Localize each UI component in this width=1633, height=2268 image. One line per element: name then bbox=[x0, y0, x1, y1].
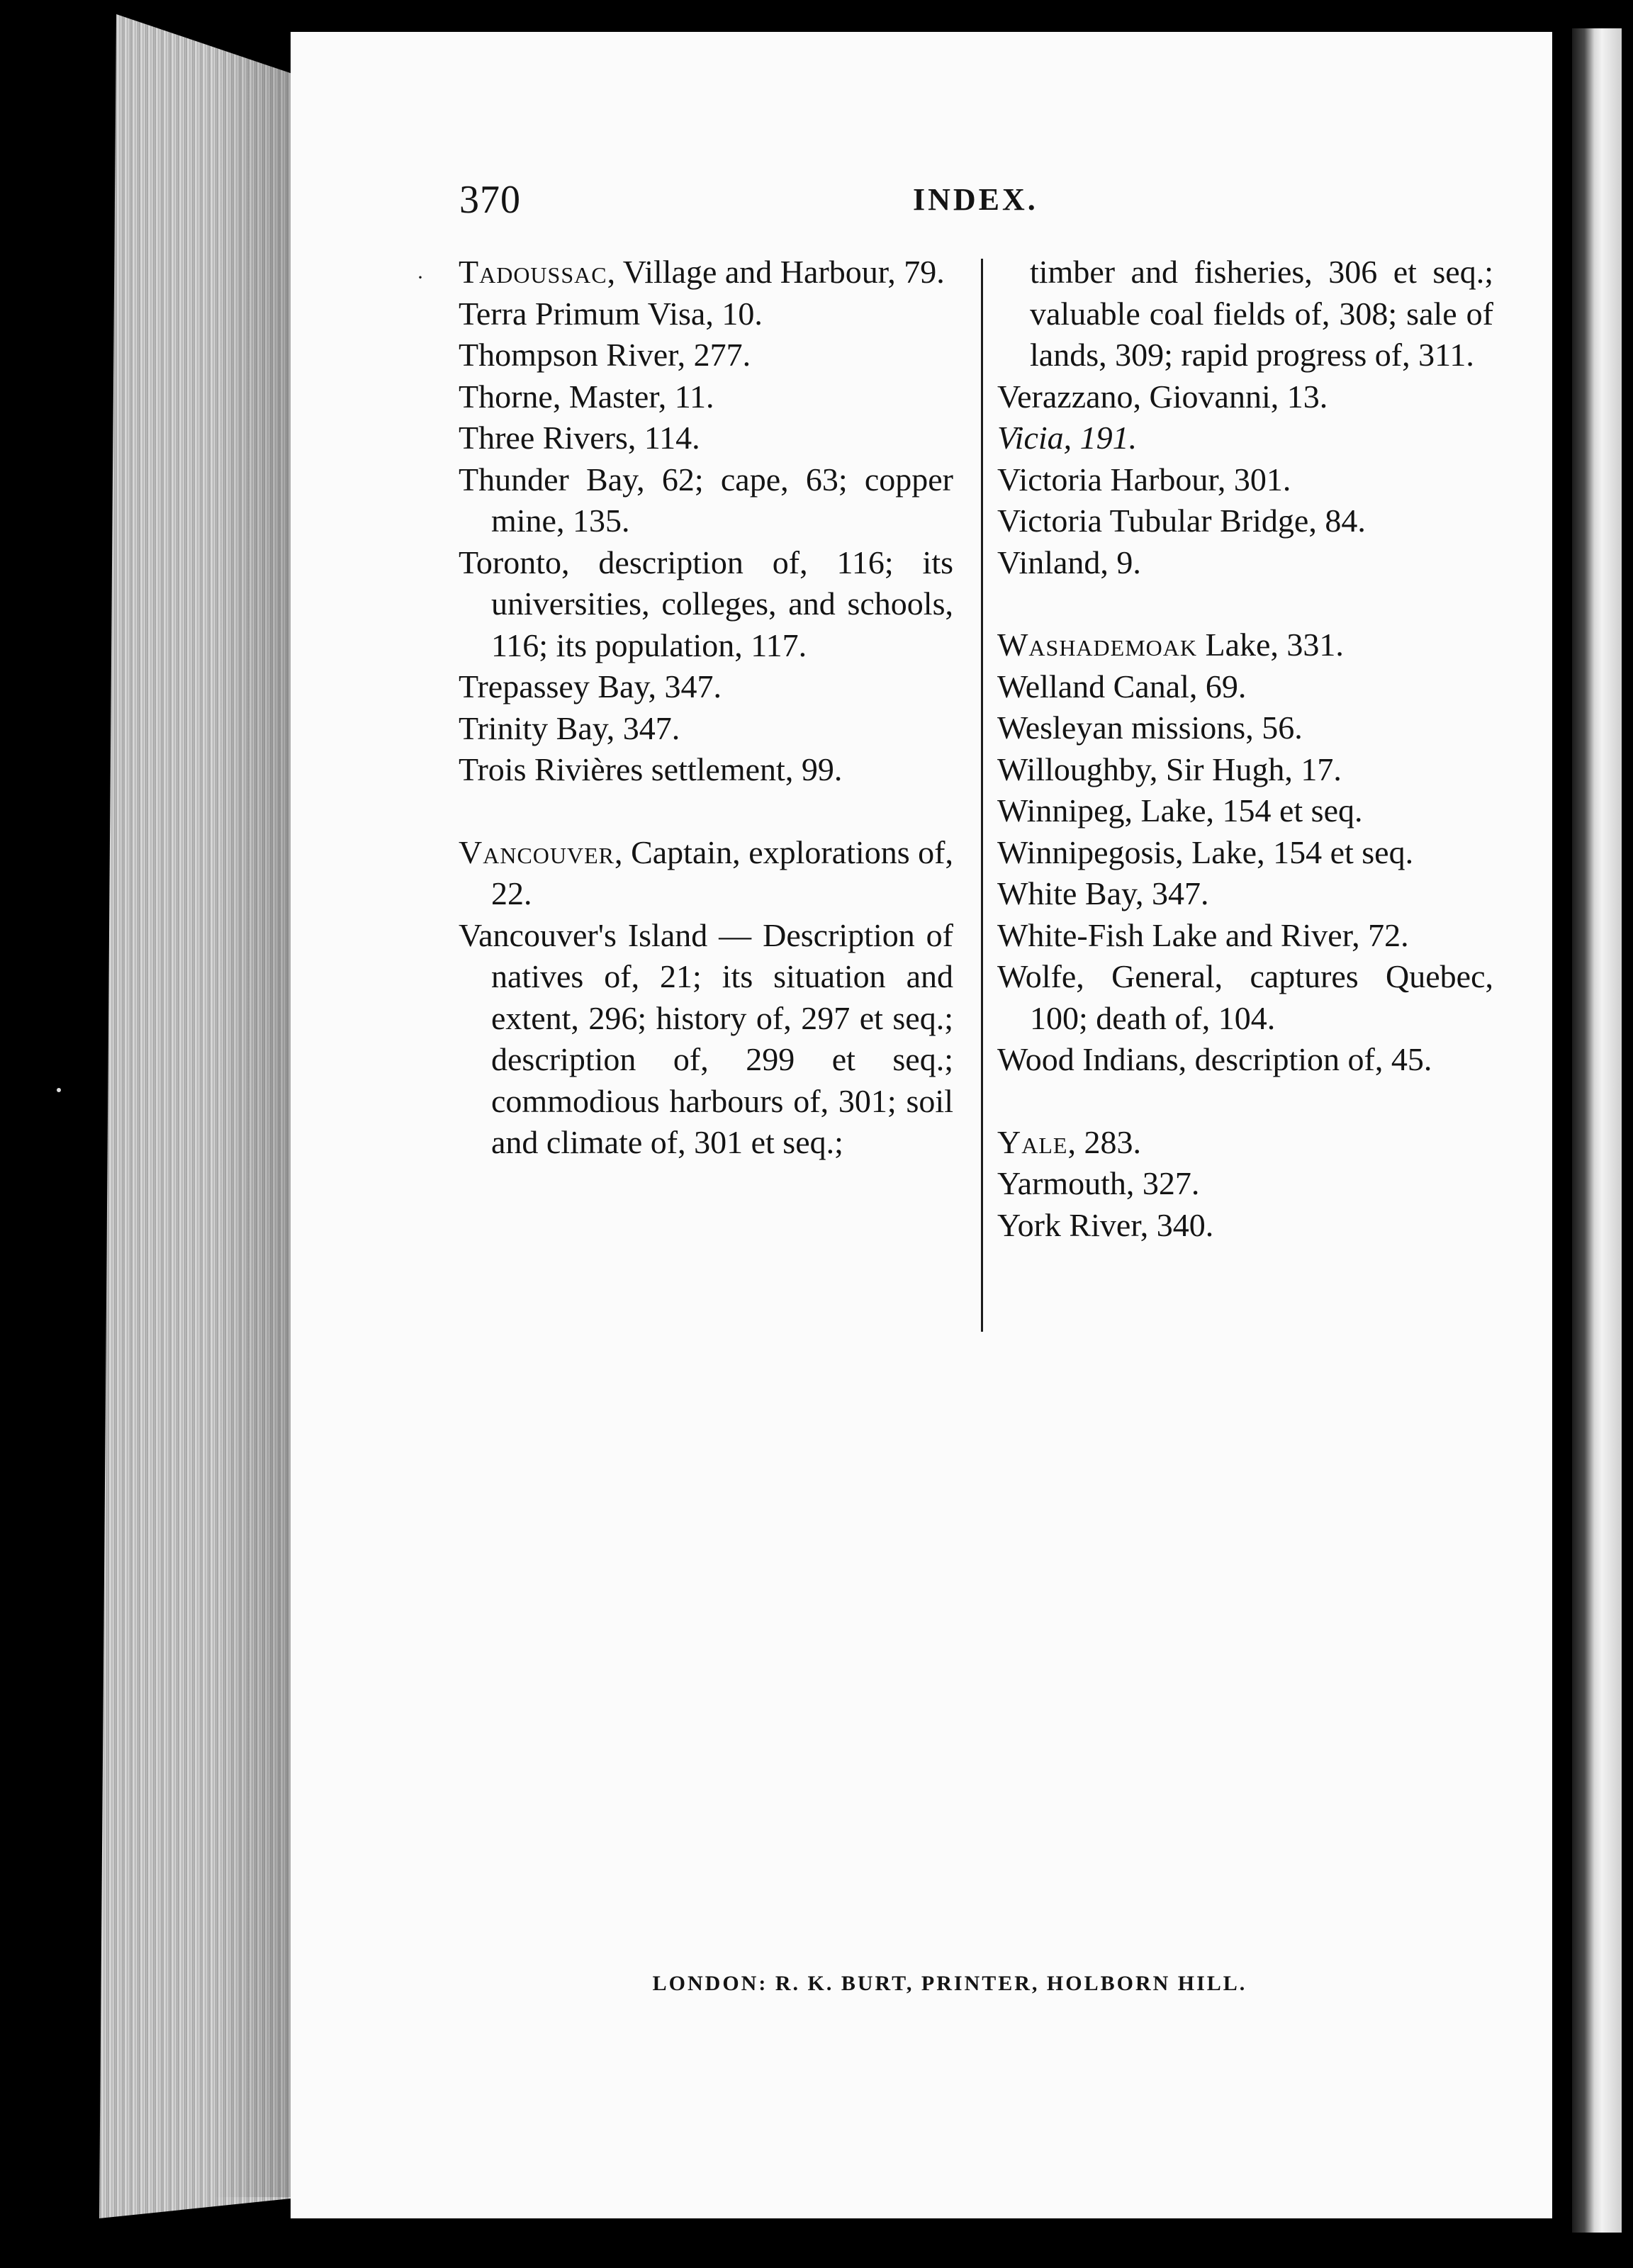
index-entry: Yale, 283. bbox=[997, 1123, 1141, 1160]
index-entry: Trepassey Bay, 347. bbox=[459, 668, 722, 704]
page-number: 370 bbox=[459, 178, 521, 222]
running-head bbox=[291, 177, 1552, 227]
facing-page-sliver bbox=[1572, 28, 1622, 2233]
index-entry: Welland Canal, 69. bbox=[997, 668, 1247, 704]
index-entry: Wood Indians, description of, 45. bbox=[997, 1041, 1432, 1077]
index-entry: Thunder Bay, 62; cape, 63; copper mine, 135. bbox=[459, 461, 953, 539]
paper-speck bbox=[57, 1088, 61, 1092]
index-entry: Trois Rivières settlement, 99. bbox=[459, 751, 843, 787]
running-title: INDEX. bbox=[913, 182, 1038, 217]
index-entry: Vancouver, Captain, explorations of, 22. bbox=[459, 833, 953, 911]
section-gap bbox=[997, 1081, 1493, 1122]
margin-dot: · bbox=[417, 266, 424, 289]
left-column bbox=[459, 252, 953, 1164]
index-entry: Winnipeg, Lake, 154 et seq. bbox=[997, 792, 1363, 829]
right-column bbox=[997, 252, 1493, 1246]
index-entry: Verazzano, Giovanni, 13. bbox=[997, 378, 1328, 415]
section-gap bbox=[997, 583, 1493, 624]
index-entry: Victoria Tubular Bridge, 84. bbox=[997, 503, 1366, 539]
index-entry: Vicia, 191. bbox=[997, 420, 1138, 456]
index-entry: Toronto, description of, 116; its universities, colleges, and schools, 116; its population, 117. bbox=[459, 544, 953, 663]
index-entry: Winnipegosis, Lake, 154 et seq. bbox=[997, 833, 1414, 870]
section-gap bbox=[459, 791, 953, 832]
index-entry: White-Fish Lake and River, 72. bbox=[997, 916, 1409, 953]
index-entry: York River, 340. bbox=[997, 1206, 1214, 1243]
index-entry: Yarmouth, 327. bbox=[997, 1165, 1200, 1201]
index-entry: Wolfe, General, captures Quebec, 100; death of, 104. bbox=[997, 958, 1493, 1036]
index-entry: Victoria Harbour, 301. bbox=[997, 461, 1291, 498]
index-entry: Thompson River, 277. bbox=[459, 337, 751, 373]
index-page bbox=[291, 32, 1552, 2218]
index-entry: Tadoussac, Village and Harbour, 79. bbox=[459, 254, 945, 290]
index-entry-continuation: timber and fisheries, 306 et seq.; valuable coal fields of, 308; sale of lands, 309; rapid progress of, 311. bbox=[1030, 254, 1493, 373]
index-entry: Three Rivers, 114. bbox=[459, 420, 700, 456]
index-entry: White Bay, 347. bbox=[997, 875, 1209, 911]
index-entry: Vinland, 9. bbox=[997, 544, 1141, 580]
index-entry: Trinity Bay, 347. bbox=[459, 709, 680, 746]
index-entry: Wesleyan missions, 56. bbox=[997, 709, 1303, 746]
column-divider bbox=[981, 259, 983, 1332]
index-entry: Terra Primum Visa, 10. bbox=[459, 295, 763, 332]
printer-imprint: LONDON: R. K. BURT, PRINTER, HOLBORN HILL. bbox=[652, 1972, 1247, 1995]
index-entry: Willoughby, Sir Hugh, 17. bbox=[997, 751, 1342, 787]
index-entry: Vancouver's Island — Description of natives of, 21; its situation and extent, 296; history of, 297 et seq.; description of, 299 et seq.; commodious harbours of, 301; soil and climate of, 301 et seq.; bbox=[459, 916, 953, 1160]
index-entry: Thorne, Master, 11. bbox=[459, 378, 714, 415]
index-entry: Washademoak Lake, 331. bbox=[997, 627, 1344, 663]
